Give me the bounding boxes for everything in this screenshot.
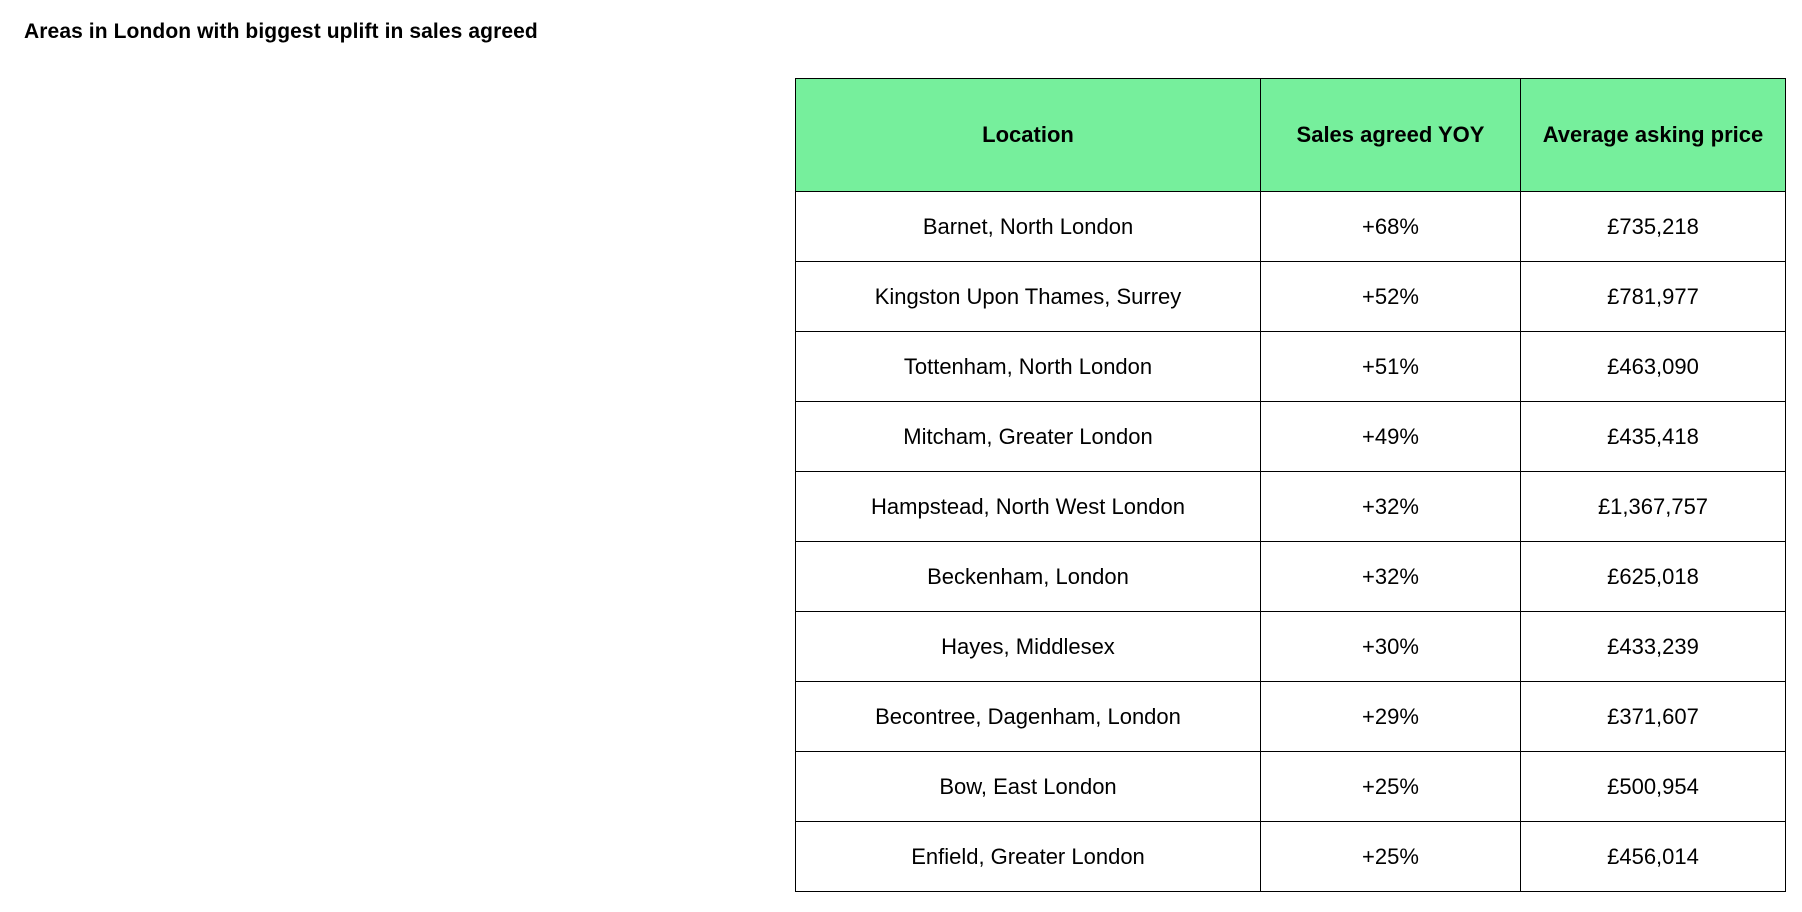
cell-location: Hampstead, North West London <box>796 472 1261 542</box>
table-row <box>796 682 1786 752</box>
cell-location: Becontree, Dagenham, London <box>796 682 1261 752</box>
cell-location: Beckenham, London <box>796 542 1261 612</box>
cell-price: £625,018 <box>1521 542 1786 612</box>
column-header-location: Location <box>796 79 1261 192</box>
table-row <box>796 822 1786 892</box>
cell-price: £435,418 <box>1521 402 1786 472</box>
cell-yoy: +49% <box>1261 402 1521 472</box>
cell-location: Kingston Upon Thames, Surrey <box>796 262 1261 332</box>
table-header-row <box>796 79 1786 192</box>
cell-price: £463,090 <box>1521 332 1786 402</box>
cell-price: £735,218 <box>1521 192 1786 262</box>
table-row <box>796 542 1786 612</box>
table-row <box>796 752 1786 822</box>
cell-yoy: +51% <box>1261 332 1521 402</box>
table-header <box>796 79 1786 192</box>
sales-uplift-table-container <box>795 78 1785 892</box>
cell-yoy: +52% <box>1261 262 1521 332</box>
table-row <box>796 402 1786 472</box>
cell-yoy: +29% <box>1261 682 1521 752</box>
table-row <box>796 612 1786 682</box>
cell-location: Mitcham, Greater London <box>796 402 1261 472</box>
table-row <box>796 332 1786 402</box>
table-row <box>796 472 1786 542</box>
sales-uplift-table <box>795 78 1786 892</box>
cell-price: £433,239 <box>1521 612 1786 682</box>
table-row <box>796 262 1786 332</box>
cell-yoy: +25% <box>1261 822 1521 892</box>
cell-price: £456,014 <box>1521 822 1786 892</box>
cell-price: £500,954 <box>1521 752 1786 822</box>
cell-price: £1,367,757 <box>1521 472 1786 542</box>
cell-yoy: +25% <box>1261 752 1521 822</box>
table-row <box>796 192 1786 262</box>
cell-price: £781,977 <box>1521 262 1786 332</box>
cell-location: Hayes, Middlesex <box>796 612 1261 682</box>
table-body <box>796 192 1786 892</box>
cell-yoy: +68% <box>1261 192 1521 262</box>
cell-location: Barnet, North London <box>796 192 1261 262</box>
cell-yoy: +32% <box>1261 542 1521 612</box>
page-title: Areas in London with biggest uplift in sales agreed <box>24 20 538 43</box>
cell-location: Tottenham, North London <box>796 332 1261 402</box>
cell-price: £371,607 <box>1521 682 1786 752</box>
cell-location: Bow, East London <box>796 752 1261 822</box>
column-header-sales-agreed-yoy: Sales agreed YOY <box>1261 79 1521 192</box>
cell-yoy: +32% <box>1261 472 1521 542</box>
cell-location: Enfield, Greater London <box>796 822 1261 892</box>
cell-yoy: +30% <box>1261 612 1521 682</box>
column-header-average-asking-price: Average asking price <box>1521 79 1786 192</box>
